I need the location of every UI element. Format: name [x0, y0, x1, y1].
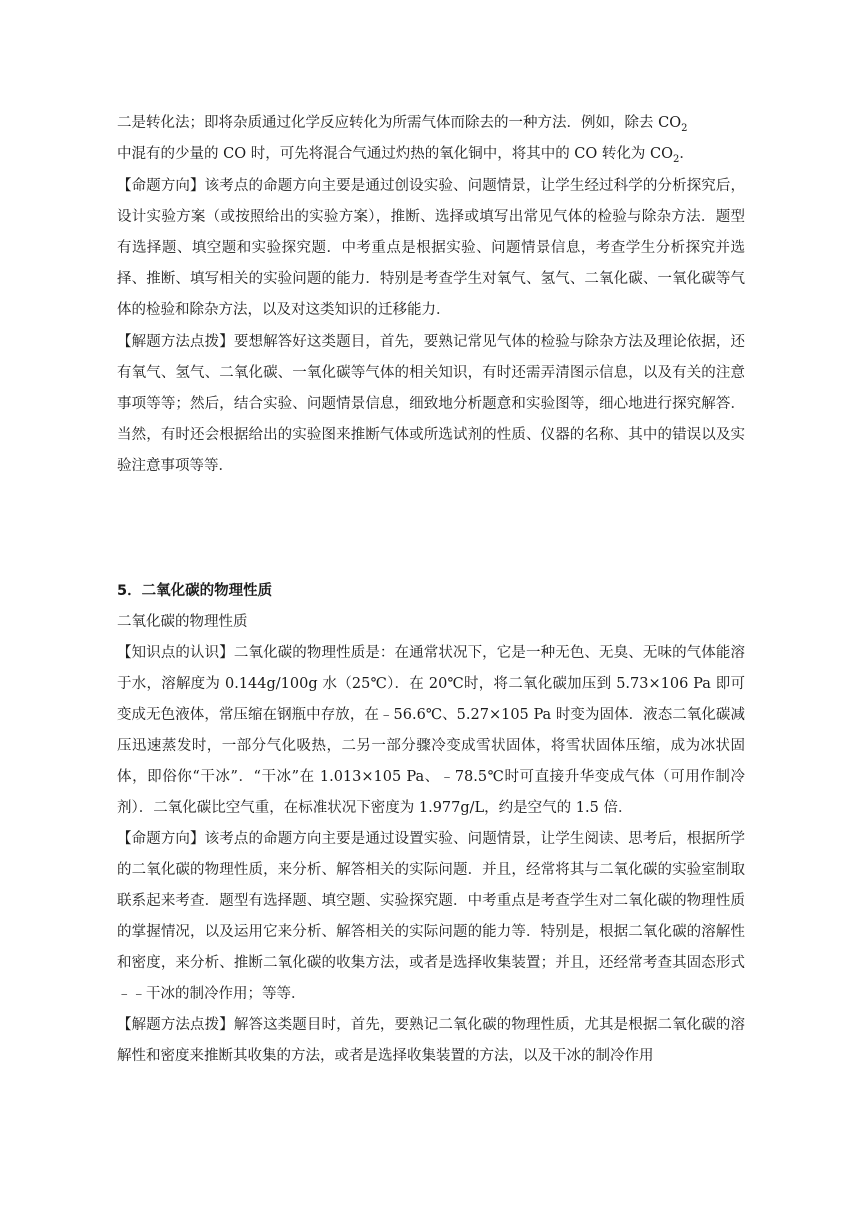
- subscript: 2: [681, 122, 688, 134]
- paragraph-knowledge: [117, 638, 745, 824]
- section-label: 【知识点的认识】: [117, 645, 234, 661]
- text-span: 二是转化法；即将杂质通过化学反应转化为所需气体而除去的一种方法．例如，除去 CO: [117, 115, 682, 131]
- paragraph-body: 该考点的命题方向主要是通过设置实验、问题情景，让学生阅读、思考后，根据所学的二氧化碳的物理性质，来分析、解答相关的实际问题．并且，经常将其与二氧化碳的实验室制取联系起来考查．题型有选择题、填空题、实验探究题．中考重点是考查学生对二氧化碳的物理性质的掌握情况，以及运用它来分析、解答相关的实际问题的能力等．特别是，根据二氧化碳的溶解性和密度，来分析、推断二氧化碳的收集方法，或者是选择收集装置；并且，还经常考查其固态形式﹣﹣干冰的制冷作用；等等．: [117, 831, 746, 1002]
- paragraph-body: 该考点的命题方向主要是通过创设实验、问题情景，让学生经过科学的分析探究后，设计实验方案（或按照给出的实验方案），推断、选择或填写出常见气体的检验与除杂方法．题型有选择题、填空题和实验探究题．中考重点是根据实验、问题情景信息，考查学生分析探究并选择、推断、填写相关的实验问题的能力．特别是考查学生对氧气、氢气、二氧化碳、一氧化碳等气体的检验和除杂方法，以及对这类知识的迁移能力．: [117, 178, 746, 318]
- paragraph-exam-direction-1: [117, 171, 745, 326]
- section-co2-physical: [117, 576, 745, 1072]
- subscript: 2: [673, 153, 680, 165]
- section-heading: 5．二氧化碳的物理性质: [117, 583, 273, 599]
- paragraph-line: [117, 108, 745, 139]
- paragraph-text: [117, 327, 745, 482]
- section-label: 【解题方法点拨】: [117, 1017, 234, 1033]
- section-label: 【解题方法点拨】: [117, 334, 234, 350]
- paragraph-text: [117, 171, 745, 326]
- text-span: 中混有的少量的 CO 时，可先将混合气通过灼热的氧化铜中，将其中的 CO 转化为 CO: [117, 146, 673, 162]
- paragraph-exam-direction-2: [117, 824, 745, 1010]
- paragraph-body: 解答这类题目时，首先，要熟记二氧化碳的物理性质，尤其是根据二氧化碳的溶解性和密度来推断其收集的方法，或者是选择收集装置的方法，以及干冰的制冷作用: [117, 1017, 745, 1064]
- paragraph-solving-tips-1: [117, 327, 745, 482]
- paragraph-conversion-method: [117, 108, 745, 170]
- section-label: 【命题方向】: [117, 831, 205, 847]
- paragraph-line: [117, 139, 745, 170]
- text-span: ．: [679, 146, 694, 162]
- section-subtitle: 二氧化碳的物理性质: [117, 614, 248, 630]
- paragraph-body: 二氧化碳的物理性质是：在通常状况下，它是一种无色、无臭、无味的气体能溶于水，溶解度为 0.144g/100g 水（25℃）．在 20℃时，将二氧化碳加压到 5.73×106 Pa 即可变成无色液体，常压缩在钢瓶中存放，在﹣56.6℃、5.27×105 Pa 时变为固体．液态二氧化碳减压迅速蒸发时，一部分气化吸热，二另一部分骤冷变成雪状固体，将雪状固体压缩，成为冰状固体，即俗你“干冰”．“干冰”在 1.013×105 Pa、﹣78.5℃时可直接升华变成气体（可用作制冷剂）．二氧化碳比空气重，在标准状况下密度为 1.977g/L，约是空气的 1.5 倍．: [117, 645, 745, 816]
- section-label: 【命题方向】: [117, 178, 205, 194]
- paragraph-body: 要想解答好这类题目，首先，要熟记常见气体的检验与除杂方法及理论依据，还有氧气、氢气、二氧化碳、一氧化碳等气体的相关知识，有时还需弄清图示信息，以及有关的注意事项等等；然后，结合实验、问题情景信息，细致地分析题意和实验图等，细心地进行探究解答．当然，有时还会根据给出的实验图来推断气体或所选试剂的性质、仪器的名称、其中的错误以及实验注意事项等等．: [117, 334, 745, 474]
- paragraph-solving-tips-2: [117, 1010, 745, 1072]
